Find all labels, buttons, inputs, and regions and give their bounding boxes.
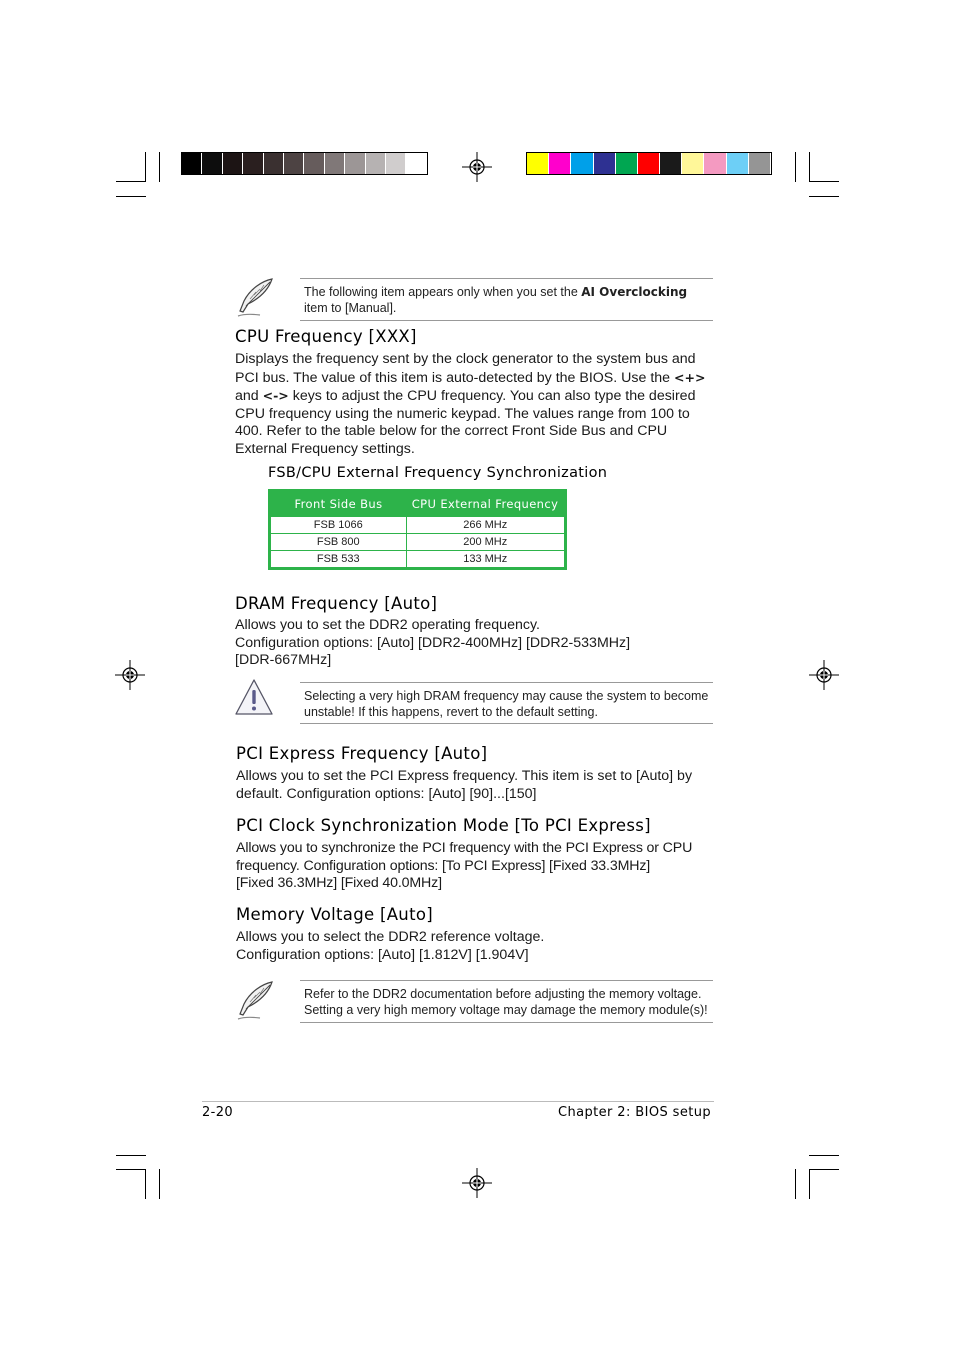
color-swatch (682, 153, 704, 174)
feather-pen-icon (234, 980, 276, 1022)
color-swatch (594, 153, 616, 174)
chapter-title: Chapter 2: BIOS setup (558, 1105, 712, 1120)
color-swatch (366, 153, 386, 174)
grayscale-swatch-bar (181, 152, 428, 175)
color-swatch-bar (526, 152, 772, 175)
color-swatch (571, 153, 593, 174)
pci-express-frequency-description: Allows you to set the PCI Express frequency. This item is set to [Auto] by default. Configuration options: [Auto] [90]...[150] (236, 768, 693, 802)
section-title-pci-express-frequency: PCI Express Frequency [Auto] (236, 744, 488, 763)
table-row: FSB 800 200 MHz (270, 534, 566, 551)
color-swatch (704, 153, 726, 174)
warning-dram-frequency: Selecting a very high DRAM frequency may cause the system to become unstable! If this happens, revert to the default setting. (300, 682, 713, 724)
memory-voltage-description: Allows you to select the DDR2 reference voltage. Configuration options: [Auto] [1.812V] [1.904V] (236, 929, 545, 963)
note-memory-voltage: Refer to the DDR2 documentation before adjusting the memory voltage. Setting a very high memory voltage may damage the memory module(s)! (300, 980, 713, 1023)
registration-crosshair-icon (809, 660, 839, 690)
fsb-cpu-frequency-table (268, 489, 567, 570)
table-header-row (270, 491, 566, 517)
table-title: FSB/CPU External Frequency Synchronization (268, 465, 608, 481)
registration-crosshair-icon (462, 1168, 492, 1198)
color-swatch (304, 153, 324, 174)
color-swatch (386, 153, 406, 174)
color-swatch (325, 153, 345, 174)
color-swatch (616, 153, 638, 174)
warning-icon (233, 677, 275, 719)
table-row: FSB 533 133 MHz (270, 551, 566, 569)
cpu-frequency-description: Displays the frequency sent by the clock generator to the system bus and PCI bus. The value of this item is auto-detected by the BIOS. Use the <+> and <-> keys to adjust the CPU frequency. You can also type the desired CPU frequency using the numeric keypad. The values range from 100 to 400. Refer to the table below for the correct Front Side Bus and CPU External Frequency settings. (235, 351, 706, 457)
table-row: FSB 1066 266 MHz (270, 517, 566, 534)
page-number: 2-20 (202, 1105, 234, 1120)
color-swatch (549, 153, 571, 174)
registration-crosshair-icon (462, 152, 492, 182)
bold-setting-name: AI Overclocking (581, 285, 688, 299)
section-title-pci-clock-sync: PCI Clock Synchronization Mode [To PCI Express] (236, 816, 651, 835)
column-header-fsb: Front Side Bus (270, 491, 407, 517)
color-swatch (345, 153, 365, 174)
color-swatch (182, 153, 202, 174)
pci-clock-sync-description: Allows you to synchronize the PCI frequency with the PCI Express or CPU frequency. Configuration options: [To PCI Express] [Fixed 33.3MHz] [Fixed 36.3MHz] [Fixed 40.0MHz] (236, 840, 693, 891)
color-swatch (527, 153, 549, 174)
note-ai-overclocking: The following item appears only when you set the AI Overclocking item to [Manual]. (300, 278, 713, 321)
dram-frequency-description: Allows you to set the DDR2 operating frequency. Configuration options: [Auto] [DDR2-400MHz] [DDR2-533MHz] [DDR-667MHz] (235, 617, 631, 668)
column-header-cpu-freq: CPU External Frequency (406, 491, 566, 517)
key-minus: <-> (262, 388, 289, 403)
footer-divider (202, 1101, 714, 1102)
color-swatch (284, 153, 304, 174)
color-swatch (749, 153, 771, 174)
feather-pen-icon (234, 277, 276, 319)
color-swatch (243, 153, 263, 174)
color-swatch (660, 153, 682, 174)
section-title-dram-frequency: DRAM Frequency [Auto] (235, 594, 438, 613)
color-swatch (223, 153, 243, 174)
section-title-cpu-frequency: CPU Frequency [XXX] (235, 327, 417, 346)
color-swatch (264, 153, 284, 174)
color-swatch (406, 153, 426, 174)
key-plus: <+> (674, 369, 706, 385)
color-swatch (727, 153, 749, 174)
color-swatch (638, 153, 660, 174)
color-swatch (202, 153, 222, 174)
registration-crosshair-icon (115, 660, 145, 690)
section-title-memory-voltage: Memory Voltage [Auto] (236, 905, 433, 924)
